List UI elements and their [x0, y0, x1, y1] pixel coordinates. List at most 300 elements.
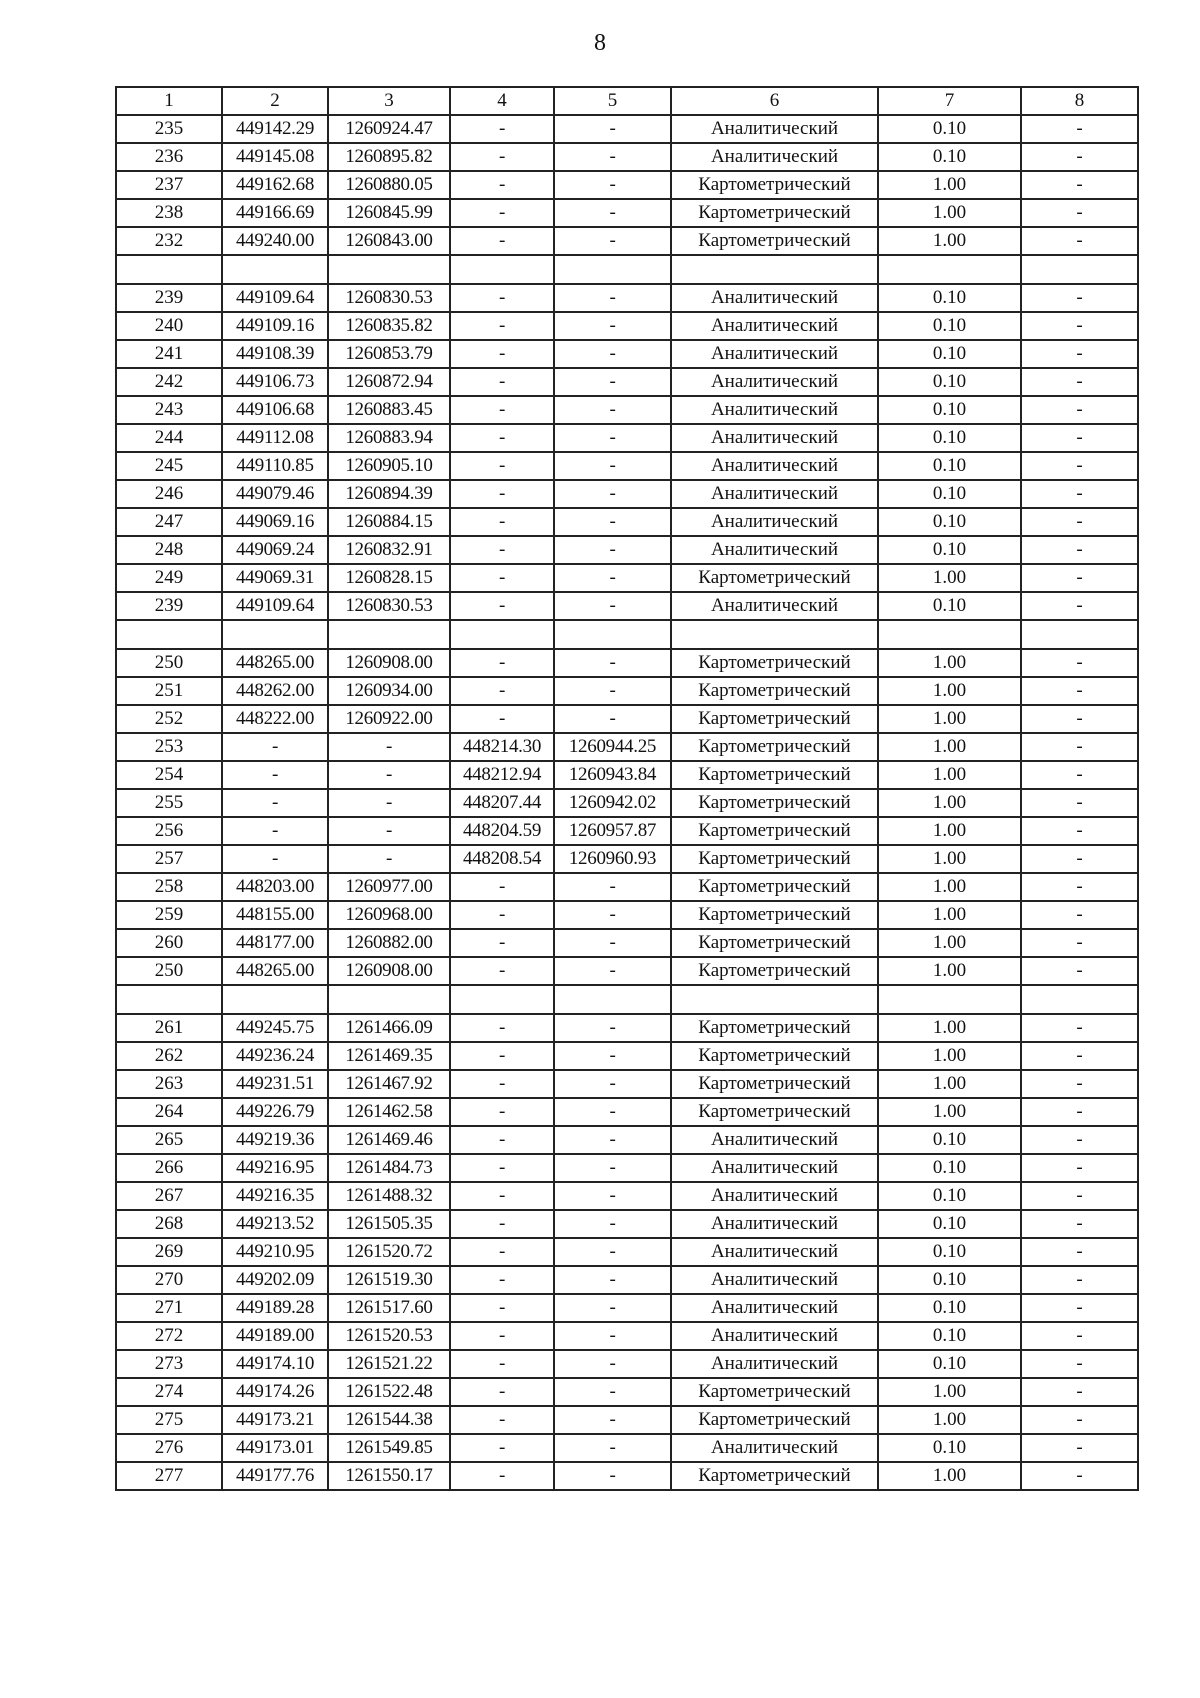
x-coordinate-new-cell: - — [450, 1266, 554, 1294]
point-number-cell: 271 — [116, 1294, 222, 1322]
note-cell: - — [1021, 1042, 1138, 1070]
method-cell: Картометрический — [671, 171, 878, 199]
method-cell: Аналитический — [671, 396, 878, 424]
x-coordinate-new-cell: - — [450, 901, 554, 929]
accuracy-cell: 1.00 — [878, 649, 1021, 677]
table-row — [116, 1294, 1138, 1322]
method-cell: Картометрический — [671, 901, 878, 929]
x-coordinate-cell: 449110.85 — [222, 452, 328, 480]
note-cell: - — [1021, 1378, 1138, 1406]
x-coordinate-new-cell: - — [450, 1126, 554, 1154]
point-number-cell: 237 — [116, 171, 222, 199]
x-coordinate-new-cell: - — [450, 1042, 554, 1070]
y-coordinate-new-cell: - — [554, 1378, 671, 1406]
y-coordinate-cell: 1261521.22 — [328, 1350, 450, 1378]
y-coordinate-new-cell: - — [554, 1014, 671, 1042]
x-coordinate-new-cell: - — [450, 171, 554, 199]
method-cell — [671, 255, 878, 284]
table-header-row — [116, 87, 1138, 115]
y-coordinate-cell: 1260977.00 — [328, 873, 450, 901]
table-separator-row — [116, 985, 1138, 1014]
note-cell: - — [1021, 1462, 1138, 1490]
table-row — [116, 1350, 1138, 1378]
x-coordinate-new-cell: - — [450, 1070, 554, 1098]
note-cell: - — [1021, 1238, 1138, 1266]
table-row — [116, 368, 1138, 396]
x-coordinate-cell — [222, 985, 328, 1014]
accuracy-cell: 1.00 — [878, 171, 1021, 199]
point-number-cell: 266 — [116, 1154, 222, 1182]
y-coordinate-new-cell: 1260943.84 — [554, 761, 671, 789]
note-cell: - — [1021, 564, 1138, 592]
point-number-cell: 263 — [116, 1070, 222, 1098]
y-coordinate-new-cell: - — [554, 677, 671, 705]
y-coordinate-cell: 1260853.79 — [328, 340, 450, 368]
x-coordinate-cell: 449106.73 — [222, 368, 328, 396]
point-number-cell: 238 — [116, 199, 222, 227]
point-number-cell: 242 — [116, 368, 222, 396]
table-row — [116, 677, 1138, 705]
y-coordinate-new-cell: - — [554, 171, 671, 199]
method-cell: Аналитический — [671, 1294, 878, 1322]
table-row — [116, 115, 1138, 143]
table-row — [116, 452, 1138, 480]
y-coordinate-cell: 1260908.00 — [328, 649, 450, 677]
x-coordinate-cell: 449142.29 — [222, 115, 328, 143]
note-cell: - — [1021, 957, 1138, 985]
table-row — [116, 1182, 1138, 1210]
y-coordinate-cell — [328, 620, 450, 649]
y-coordinate-new-cell: - — [554, 1406, 671, 1434]
method-cell — [671, 620, 878, 649]
x-coordinate-new-cell — [450, 255, 554, 284]
point-number-cell: 249 — [116, 564, 222, 592]
y-coordinate-new-cell: - — [554, 1294, 671, 1322]
x-coordinate-new-cell: - — [450, 143, 554, 171]
method-cell: Картометрический — [671, 1098, 878, 1126]
x-coordinate-new-cell: - — [450, 957, 554, 985]
point-number-cell: 272 — [116, 1322, 222, 1350]
table-row — [116, 1434, 1138, 1462]
x-coordinate-new-cell — [450, 985, 554, 1014]
note-cell: - — [1021, 1154, 1138, 1182]
accuracy-cell: 0.10 — [878, 143, 1021, 171]
table-row — [116, 1378, 1138, 1406]
y-coordinate-cell: 1260835.82 — [328, 312, 450, 340]
y-coordinate-cell: 1261469.46 — [328, 1126, 450, 1154]
x-coordinate-new-cell: - — [450, 199, 554, 227]
x-coordinate-cell: 448155.00 — [222, 901, 328, 929]
table-row — [116, 1238, 1138, 1266]
method-cell: Аналитический — [671, 1210, 878, 1238]
y-coordinate-new-cell: - — [554, 1182, 671, 1210]
accuracy-cell: 0.10 — [878, 1350, 1021, 1378]
y-coordinate-cell: 1261466.09 — [328, 1014, 450, 1042]
note-cell: - — [1021, 1406, 1138, 1434]
x-coordinate-cell: 448262.00 — [222, 677, 328, 705]
y-coordinate-cell: 1261550.17 — [328, 1462, 450, 1490]
method-cell: Картометрический — [671, 199, 878, 227]
method-cell: Картометрический — [671, 1014, 878, 1042]
y-coordinate-cell: 1261484.73 — [328, 1154, 450, 1182]
table-row — [116, 929, 1138, 957]
y-coordinate-cell: 1260908.00 — [328, 957, 450, 985]
method-cell: Картометрический — [671, 1406, 878, 1434]
y-coordinate-cell: 1260845.99 — [328, 199, 450, 227]
accuracy-cell: 0.10 — [878, 1126, 1021, 1154]
x-coordinate-new-cell: - — [450, 396, 554, 424]
x-coordinate-cell: 449177.76 — [222, 1462, 328, 1490]
note-cell: - — [1021, 115, 1138, 143]
x-coordinate-new-cell: - — [450, 1098, 554, 1126]
method-cell: Картометрический — [671, 227, 878, 255]
column-header-7: 7 — [878, 87, 1021, 115]
x-coordinate-cell: 449112.08 — [222, 424, 328, 452]
y-coordinate-cell: - — [328, 817, 450, 845]
accuracy-cell: 0.10 — [878, 1238, 1021, 1266]
y-coordinate-new-cell: - — [554, 592, 671, 620]
x-coordinate-new-cell: - — [450, 1434, 554, 1462]
method-cell: Картометрический — [671, 873, 878, 901]
accuracy-cell: 0.10 — [878, 1210, 1021, 1238]
x-coordinate-new-cell: - — [450, 1322, 554, 1350]
point-number-cell: 236 — [116, 143, 222, 171]
accuracy-cell: 1.00 — [878, 929, 1021, 957]
y-coordinate-cell: 1260843.00 — [328, 227, 450, 255]
y-coordinate-new-cell: - — [554, 1070, 671, 1098]
x-coordinate-new-cell: 448204.59 — [450, 817, 554, 845]
point-number-cell: 257 — [116, 845, 222, 873]
point-number-cell: 277 — [116, 1462, 222, 1490]
x-coordinate-new-cell — [450, 620, 554, 649]
y-coordinate-new-cell: - — [554, 929, 671, 957]
x-coordinate-new-cell: - — [450, 508, 554, 536]
x-coordinate-cell: 449079.46 — [222, 480, 328, 508]
table-row — [116, 536, 1138, 564]
point-number-cell: 254 — [116, 761, 222, 789]
y-coordinate-cell: - — [328, 761, 450, 789]
note-cell: - — [1021, 1182, 1138, 1210]
x-coordinate-cell: 449236.24 — [222, 1042, 328, 1070]
y-coordinate-new-cell: - — [554, 901, 671, 929]
point-number-cell: 274 — [116, 1378, 222, 1406]
y-coordinate-new-cell — [554, 985, 671, 1014]
accuracy-cell: 1.00 — [878, 677, 1021, 705]
note-cell — [1021, 985, 1138, 1014]
x-coordinate-cell: - — [222, 845, 328, 873]
y-coordinate-cell: 1260895.82 — [328, 143, 450, 171]
y-coordinate-cell: 1261462.58 — [328, 1098, 450, 1126]
table-row — [116, 1322, 1138, 1350]
point-number-cell — [116, 985, 222, 1014]
note-cell: - — [1021, 592, 1138, 620]
note-cell: - — [1021, 312, 1138, 340]
y-coordinate-cell: 1261519.30 — [328, 1266, 450, 1294]
y-coordinate-new-cell: - — [554, 1210, 671, 1238]
y-coordinate-cell: 1260883.94 — [328, 424, 450, 452]
method-cell: Картометрический — [671, 929, 878, 957]
y-coordinate-new-cell: - — [554, 284, 671, 312]
x-coordinate-cell: 449173.01 — [222, 1434, 328, 1462]
table-row — [116, 284, 1138, 312]
x-coordinate-new-cell: 448214.30 — [450, 733, 554, 761]
table-row — [116, 705, 1138, 733]
x-coordinate-cell: 449189.00 — [222, 1322, 328, 1350]
method-cell: Аналитический — [671, 1322, 878, 1350]
y-coordinate-cell: 1261469.35 — [328, 1042, 450, 1070]
x-coordinate-new-cell: - — [450, 1014, 554, 1042]
y-coordinate-cell: 1260905.10 — [328, 452, 450, 480]
point-number-cell: 269 — [116, 1238, 222, 1266]
x-coordinate-new-cell: - — [450, 1154, 554, 1182]
y-coordinate-new-cell: - — [554, 424, 671, 452]
accuracy-cell: 0.10 — [878, 312, 1021, 340]
accuracy-cell: 1.00 — [878, 789, 1021, 817]
note-cell: - — [1021, 143, 1138, 171]
y-coordinate-new-cell: - — [554, 1266, 671, 1294]
accuracy-cell: 1.00 — [878, 1406, 1021, 1434]
table-separator-row — [116, 255, 1138, 284]
method-cell: Аналитический — [671, 1154, 878, 1182]
x-coordinate-cell: 449173.21 — [222, 1406, 328, 1434]
point-number-cell: 246 — [116, 480, 222, 508]
method-cell: Аналитический — [671, 1266, 878, 1294]
point-number-cell: 255 — [116, 789, 222, 817]
y-coordinate-new-cell: - — [554, 480, 671, 508]
x-coordinate-new-cell: - — [450, 1238, 554, 1266]
accuracy-cell: 0.10 — [878, 1322, 1021, 1350]
x-coordinate-new-cell: 448212.94 — [450, 761, 554, 789]
column-header-4: 4 — [450, 87, 554, 115]
point-number-cell — [116, 255, 222, 284]
x-coordinate-new-cell: - — [450, 424, 554, 452]
x-coordinate-cell: 448222.00 — [222, 705, 328, 733]
y-coordinate-new-cell — [554, 620, 671, 649]
table-row — [116, 1406, 1138, 1434]
method-cell: Аналитический — [671, 312, 878, 340]
method-cell: Картометрический — [671, 1378, 878, 1406]
point-number-cell: 244 — [116, 424, 222, 452]
x-coordinate-cell: 449219.36 — [222, 1126, 328, 1154]
note-cell: - — [1021, 536, 1138, 564]
accuracy-cell: 1.00 — [878, 873, 1021, 901]
y-coordinate-cell: 1260828.15 — [328, 564, 450, 592]
method-cell: Картометрический — [671, 705, 878, 733]
x-coordinate-new-cell: - — [450, 452, 554, 480]
x-coordinate-new-cell: - — [450, 649, 554, 677]
accuracy-cell: 1.00 — [878, 817, 1021, 845]
point-number-cell: 267 — [116, 1182, 222, 1210]
accuracy-cell: 1.00 — [878, 199, 1021, 227]
point-number-cell: 270 — [116, 1266, 222, 1294]
y-coordinate-new-cell: - — [554, 957, 671, 985]
x-coordinate-cell: 449231.51 — [222, 1070, 328, 1098]
method-cell: Аналитический — [671, 1238, 878, 1266]
y-coordinate-new-cell: - — [554, 340, 671, 368]
method-cell: Картометрический — [671, 733, 878, 761]
accuracy-cell: 0.10 — [878, 592, 1021, 620]
x-coordinate-new-cell: - — [450, 1182, 554, 1210]
accuracy-cell: 1.00 — [878, 1014, 1021, 1042]
y-coordinate-cell: 1261488.32 — [328, 1182, 450, 1210]
method-cell: Аналитический — [671, 143, 878, 171]
table-row — [116, 199, 1138, 227]
y-coordinate-new-cell: - — [554, 452, 671, 480]
y-coordinate-new-cell: - — [554, 1434, 671, 1462]
note-cell: - — [1021, 845, 1138, 873]
x-coordinate-new-cell: - — [450, 1406, 554, 1434]
table-row — [116, 227, 1138, 255]
y-coordinate-new-cell: - — [554, 143, 671, 171]
note-cell: - — [1021, 761, 1138, 789]
note-cell: - — [1021, 1434, 1138, 1462]
x-coordinate-cell: 449069.31 — [222, 564, 328, 592]
x-coordinate-cell: 449245.75 — [222, 1014, 328, 1042]
accuracy-cell: 0.10 — [878, 1182, 1021, 1210]
accuracy-cell: 0.10 — [878, 536, 1021, 564]
x-coordinate-new-cell: - — [450, 592, 554, 620]
method-cell: Аналитический — [671, 424, 878, 452]
point-number-cell: 251 — [116, 677, 222, 705]
accuracy-cell: 1.00 — [878, 761, 1021, 789]
method-cell: Аналитический — [671, 284, 878, 312]
accuracy-cell: 1.00 — [878, 733, 1021, 761]
point-number-cell: 260 — [116, 929, 222, 957]
x-coordinate-cell — [222, 620, 328, 649]
y-coordinate-cell: 1261520.72 — [328, 1238, 450, 1266]
x-coordinate-cell: 449210.95 — [222, 1238, 328, 1266]
method-cell: Картометрический — [671, 564, 878, 592]
y-coordinate-new-cell: - — [554, 508, 671, 536]
method-cell: Аналитический — [671, 1434, 878, 1462]
table-row — [116, 789, 1138, 817]
method-cell: Аналитический — [671, 1182, 878, 1210]
x-coordinate-new-cell: - — [450, 1378, 554, 1406]
x-coordinate-cell — [222, 255, 328, 284]
table-row — [116, 1042, 1138, 1070]
x-coordinate-cell: 449202.09 — [222, 1266, 328, 1294]
point-number-cell: 264 — [116, 1098, 222, 1126]
point-number-cell: 256 — [116, 817, 222, 845]
column-header-5: 5 — [554, 87, 671, 115]
y-coordinate-cell: 1261544.38 — [328, 1406, 450, 1434]
y-coordinate-new-cell: - — [554, 1042, 671, 1070]
y-coordinate-cell: 1261505.35 — [328, 1210, 450, 1238]
x-coordinate-new-cell: - — [450, 1294, 554, 1322]
accuracy-cell: 1.00 — [878, 1098, 1021, 1126]
y-coordinate-cell: 1260880.05 — [328, 171, 450, 199]
x-coordinate-new-cell: - — [450, 312, 554, 340]
method-cell: Картометрический — [671, 649, 878, 677]
y-coordinate-new-cell: - — [554, 1126, 671, 1154]
accuracy-cell — [878, 255, 1021, 284]
accuracy-cell: 1.00 — [878, 957, 1021, 985]
y-coordinate-cell: 1261517.60 — [328, 1294, 450, 1322]
x-coordinate-new-cell: - — [450, 227, 554, 255]
column-header-1: 1 — [116, 87, 222, 115]
y-coordinate-new-cell: - — [554, 1238, 671, 1266]
point-number-cell: 248 — [116, 536, 222, 564]
accuracy-cell: 1.00 — [878, 901, 1021, 929]
x-coordinate-cell: - — [222, 789, 328, 817]
table-row — [116, 1098, 1138, 1126]
note-cell: - — [1021, 1294, 1138, 1322]
method-cell: Аналитический — [671, 592, 878, 620]
method-cell: Аналитический — [671, 508, 878, 536]
y-coordinate-new-cell — [554, 255, 671, 284]
accuracy-cell: 0.10 — [878, 1434, 1021, 1462]
x-coordinate-cell: 449166.69 — [222, 199, 328, 227]
note-cell: - — [1021, 1210, 1138, 1238]
accuracy-cell: 0.10 — [878, 115, 1021, 143]
note-cell: - — [1021, 873, 1138, 901]
y-coordinate-new-cell: - — [554, 1154, 671, 1182]
method-cell: Картометрический — [671, 1462, 878, 1490]
point-number-cell: 247 — [116, 508, 222, 536]
note-cell: - — [1021, 1126, 1138, 1154]
method-cell: Картометрический — [671, 1070, 878, 1098]
point-number-cell: 252 — [116, 705, 222, 733]
note-cell: - — [1021, 284, 1138, 312]
point-number-cell: 261 — [116, 1014, 222, 1042]
point-number-cell: 258 — [116, 873, 222, 901]
y-coordinate-cell: 1261520.53 — [328, 1322, 450, 1350]
note-cell — [1021, 255, 1138, 284]
y-coordinate-new-cell: - — [554, 1350, 671, 1378]
note-cell: - — [1021, 452, 1138, 480]
point-number-cell: 241 — [116, 340, 222, 368]
x-coordinate-cell: 449145.08 — [222, 143, 328, 171]
point-number-cell: 245 — [116, 452, 222, 480]
point-number-cell: 239 — [116, 592, 222, 620]
table-row — [116, 1266, 1138, 1294]
x-coordinate-new-cell: 448207.44 — [450, 789, 554, 817]
y-coordinate-cell: 1260830.53 — [328, 284, 450, 312]
x-coordinate-cell: 448203.00 — [222, 873, 328, 901]
accuracy-cell: 1.00 — [878, 1462, 1021, 1490]
note-cell: - — [1021, 789, 1138, 817]
table-row — [116, 649, 1138, 677]
point-number-cell — [116, 620, 222, 649]
x-coordinate-cell: 449216.35 — [222, 1182, 328, 1210]
accuracy-cell: 1.00 — [878, 705, 1021, 733]
y-coordinate-new-cell: - — [554, 312, 671, 340]
x-coordinate-new-cell: - — [450, 284, 554, 312]
table-row — [116, 564, 1138, 592]
table-separator-row — [116, 620, 1138, 649]
accuracy-cell: 1.00 — [878, 564, 1021, 592]
note-cell: - — [1021, 649, 1138, 677]
table-body — [116, 87, 1138, 1490]
x-coordinate-cell: 449240.00 — [222, 227, 328, 255]
column-header-2: 2 — [222, 87, 328, 115]
accuracy-cell: 0.10 — [878, 480, 1021, 508]
point-number-cell: 253 — [116, 733, 222, 761]
y-coordinate-new-cell: 1260942.02 — [554, 789, 671, 817]
table-row — [116, 845, 1138, 873]
note-cell: - — [1021, 1322, 1138, 1350]
note-cell: - — [1021, 396, 1138, 424]
method-cell: Картометрический — [671, 1042, 878, 1070]
note-cell: - — [1021, 171, 1138, 199]
method-cell: Аналитический — [671, 115, 878, 143]
point-number-cell: 243 — [116, 396, 222, 424]
method-cell: Аналитический — [671, 480, 878, 508]
accuracy-cell: 1.00 — [878, 845, 1021, 873]
table-row — [116, 424, 1138, 452]
y-coordinate-cell: 1260882.00 — [328, 929, 450, 957]
point-number-cell: 240 — [116, 312, 222, 340]
